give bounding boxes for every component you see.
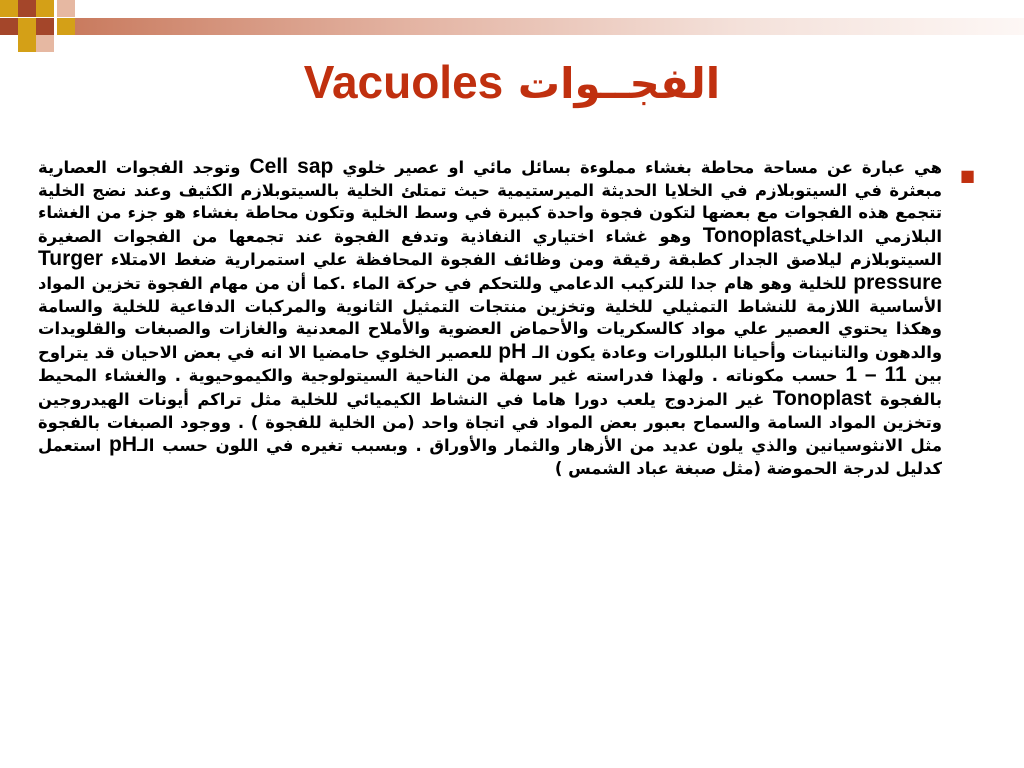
body-text-segment: حسب مكوناته . ولهذا فدراسته غير سهلة من الناحية السيتولوجية والكيموحيوية . والغشاء المحيط بالفجوة	[38, 366, 942, 409]
header-decoration	[0, 0, 1024, 52]
decor-square-gold	[36, 0, 54, 17]
slide-title	[0, 52, 1024, 114]
body-text-segment: للعصير الخلوي حامضيا الا انه في بعض الاحيان قد يتراوح بين	[38, 342, 942, 386]
title-arabic: الفجــوات	[517, 59, 721, 108]
gradient-header-bar	[75, 18, 1024, 35]
decor-square-gold	[0, 0, 18, 17]
body-text-segment: غير المزدوج يلعب دورا هاما في النشاط الكيميائي للخلية مثل تراكم أيونات الهيدروجين وتخزين المواد السامة والسماح بعبور بعض المواد في اتجاة واحد (من الخلية للفجوة ) . ووجود الصبغات بالفجوة مثل الانثوسيانين والذي يلون عديد من الأزهار والثمار والأوراق . وبسبب تغيره في اللون حسب الـ	[38, 389, 942, 456]
square-bullet-icon: ■	[960, 166, 976, 185]
decor-square-rust	[36, 18, 54, 35]
body-paragraph	[38, 156, 942, 632]
body-text-segment: هي عبارة عن مساحة محاطة بغشاء مملوءة بسائل مائي او عصير خلوي	[333, 158, 942, 177]
term-keyword: Turger pressure	[38, 247, 942, 294]
body-text-segment: للخلية وهو هام جدا للتركيب الدعامي وللتحكم في حركة الماء .كما أن من مهام الفجوة تخزين المواد الأساسية اللازمة للنشاط التمثيلي للخلية وتخزين منتجات التمثيل الثانوية والمركبات الدفاعية للخلية والسامة وهكذا يحتوي العصير علي مواد كالسكريات والأحماض العضوية والأملاح المعدنية والغازات والصبغات والقلويدات والدهون والتانينات وأحيانا البللورات وعادة يكون الـ	[38, 273, 942, 362]
term-keyword: Tonoplast	[702, 223, 802, 247]
title-latin: Vacuoles	[303, 56, 504, 108]
term-keyword: pH	[498, 339, 527, 363]
term-keyword: Tonoplast	[772, 386, 872, 410]
term-keyword: Cell sap	[249, 156, 334, 178]
body-text-segment: استعمل كدليل لدرجة الحموضة (مثل صبغة عباد الشمس )	[38, 436, 942, 478]
body-text-segment: وتوجد الفجوات العصارية مبعثرة في السيتوبلازم في الخلايا الحديثة الميرستيمية حيث تمتلئ الخلية بالسيتوبلازم الكثيف وعند نضج الخلية تتجمع هذه الفجوات مع بعضها لتكون فجوة واحدة كبيرة في وسط الخلية وتكون محاطة بغشاء هو جزء من الغشاء البلازمي الداخلي	[38, 158, 942, 246]
decor-square-rust	[18, 0, 36, 17]
body-text-segment: وهو غشاء اختياري النفاذية وتدفع الفجوة عند تجمعها من الفجوات الصغيرة السيتوبلازم ليلاصق الجدار كطبقة رقيقة ومن وظائف الفجوة المحافظة علي استمرارية ضغط الامتلاء	[38, 226, 942, 270]
decor-square-gold	[18, 18, 36, 35]
decor-square-pink	[57, 0, 75, 17]
decor-square-rust	[0, 18, 18, 35]
decor-square-gold	[18, 35, 36, 52]
decor-square-gold	[57, 18, 75, 35]
term-keyword: 1 – 11	[845, 363, 907, 387]
term-keyword: pH	[109, 433, 137, 457]
decor-square-pink	[36, 35, 54, 52]
